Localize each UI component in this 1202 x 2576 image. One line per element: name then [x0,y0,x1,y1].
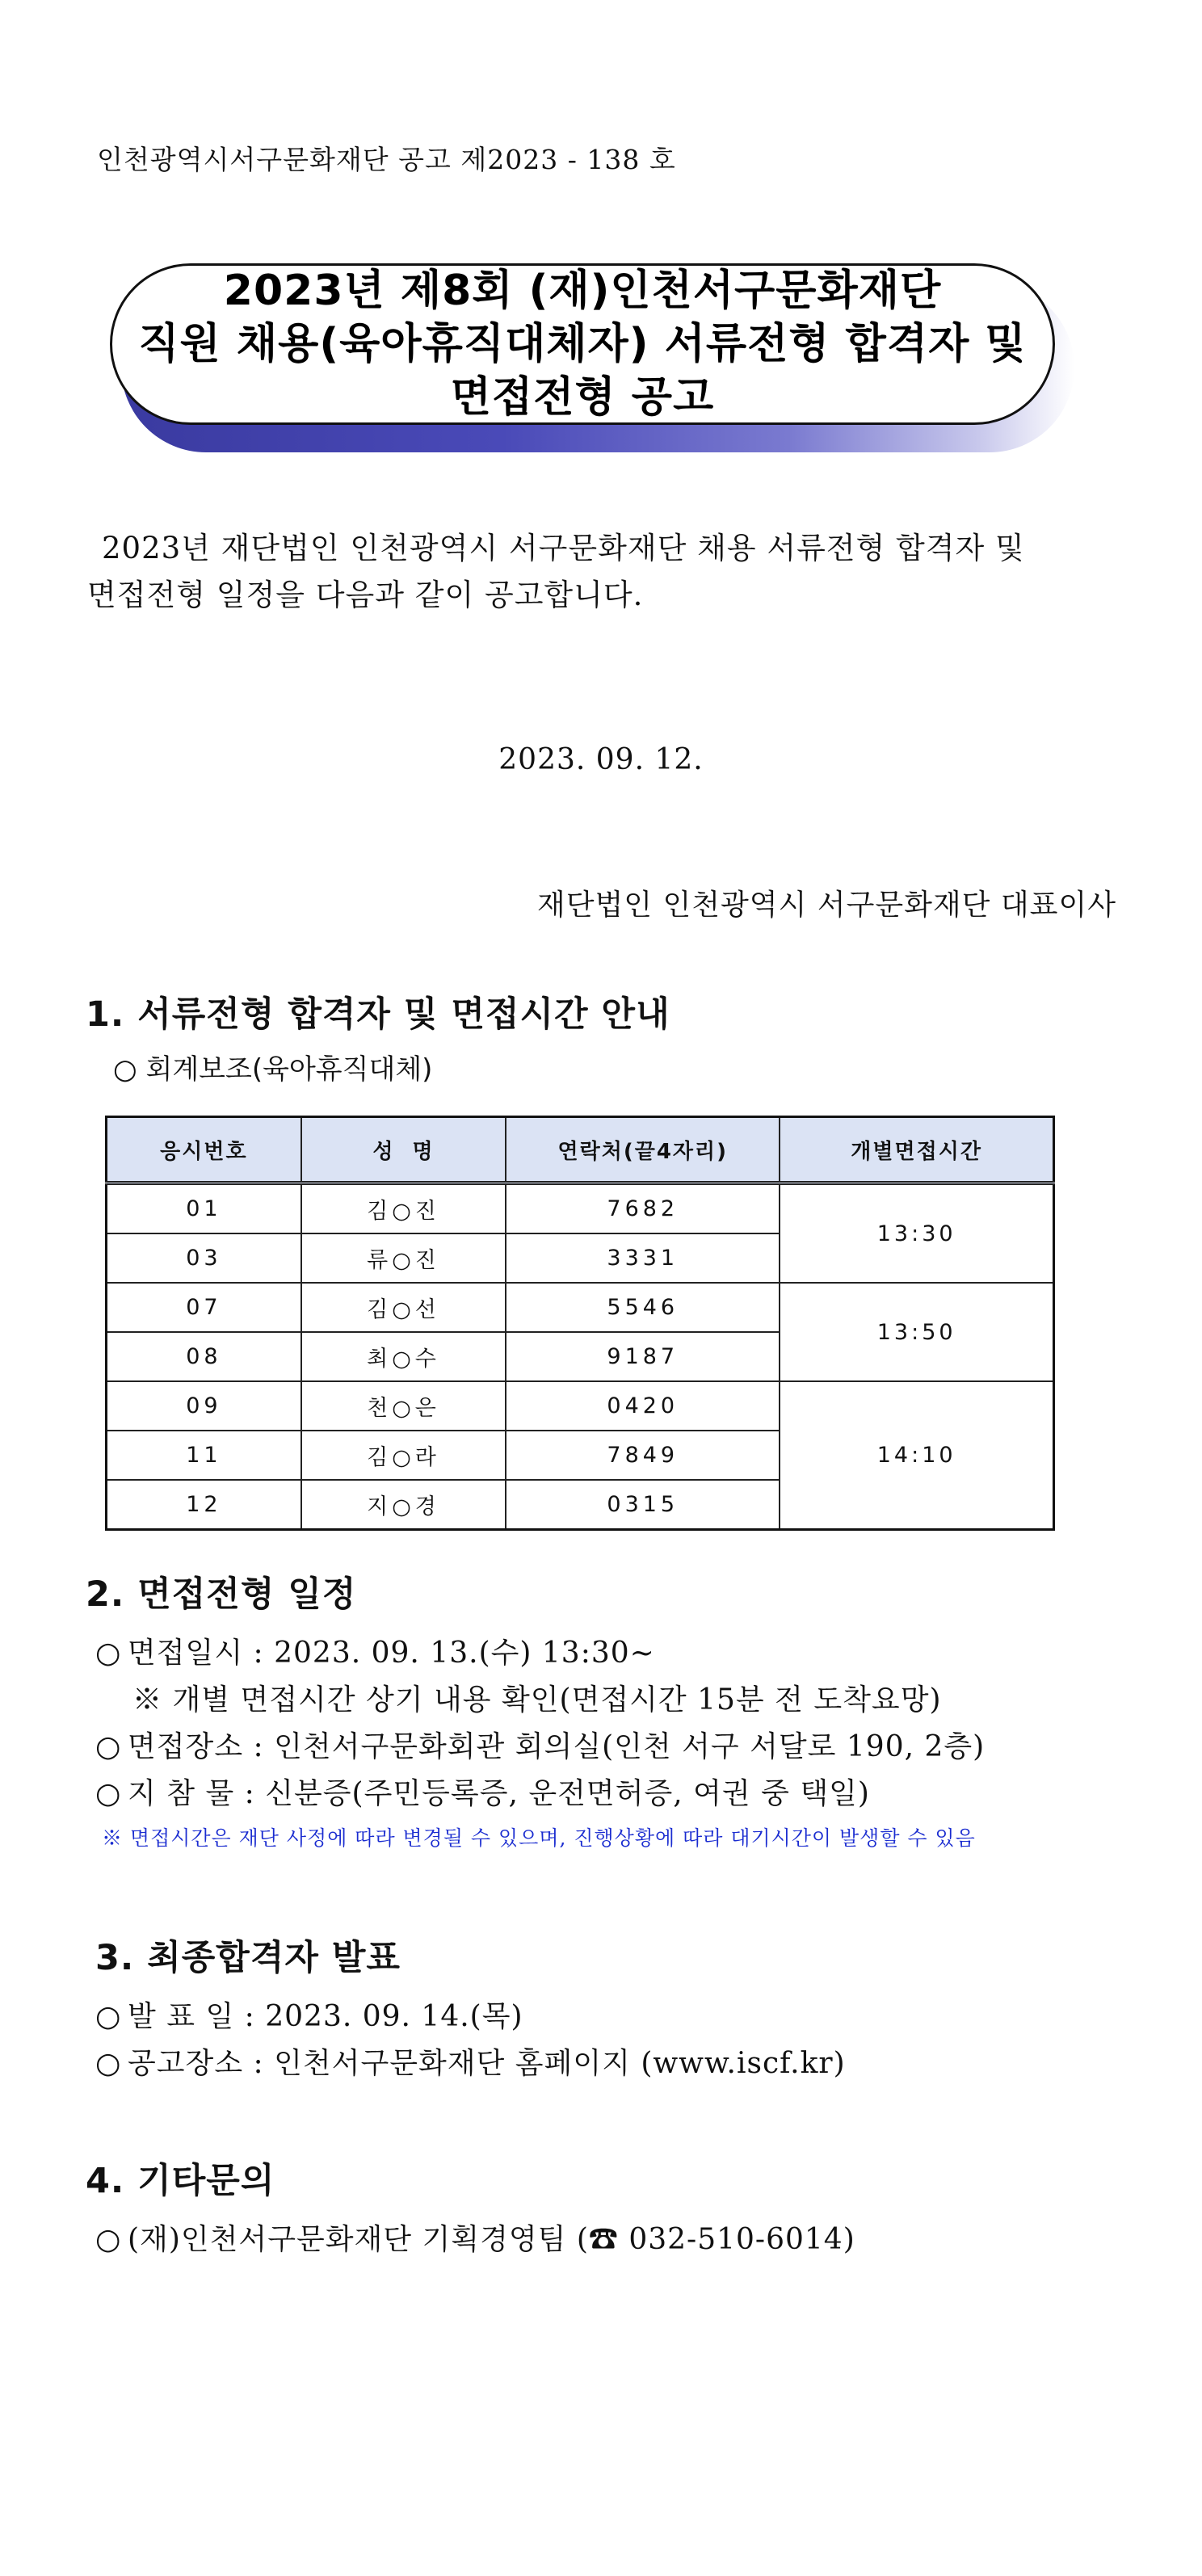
applicant-no: 03 [107,1233,301,1283]
table-header-row [107,1117,1054,1183]
applicant-no: 11 [107,1431,301,1480]
applicant-no: 08 [107,1332,301,1381]
bullet-icon: ○ [95,1637,122,1670]
intro-line-1: 2023년 재단법인 인천광역시 서구문화재단 채용 서류전형 합격자 및 [102,531,1025,565]
intro-paragraph [87,525,1121,619]
interview-datetime-text: 면접일시 : 2023. 09. 13.(수) 13:30~ [128,1637,655,1670]
notice-date: 2023. 09. 12. [498,743,704,776]
applicant-no: 01 [107,1183,301,1234]
intro-line-2: 면접전형 일정을 다음과 같이 공고합니다. [87,578,644,612]
interview-time-note: ※ 개별 면접시간 상기 내용 확인(면접시간 15분 전 도착요망) [132,1683,942,1717]
signer: 재단법인 인천광역시 서구문화재단 대표이사 [536,889,1116,922]
header-applicant-no: 응시번호 [107,1117,301,1183]
announcement-place-text: 공고장소 : 인천서구문화재단 홈페이지 (www.iscf.kr) [128,2047,846,2080]
bullet-icon: ○ [95,2000,122,2033]
applicant-name: 류○진 [301,1233,506,1283]
interview-location-text: 면접장소 : 인천서구문화회관 회의실(인천 서구 서달로 190, 2층) [128,1730,986,1763]
applicant-name: 김○진 [301,1183,506,1234]
applicant-table [105,1116,1055,1531]
section-4-title: 4. 기타문의 [86,2161,275,2201]
bullet-icon: ○ [95,2223,122,2256]
applicant-name: 지○경 [301,1480,506,1530]
table-row [107,1283,1054,1332]
applicant-no: 09 [107,1381,301,1431]
applicant-name: 최○수 [301,1332,506,1381]
notice-number: 인천광역시서구문화재단 공고 제2023 - 138 호 [97,144,676,175]
interview-time: 13:50 [780,1283,1053,1381]
title-line-1: 2023년 제8회 (재)인천서구문화재단 [223,267,942,315]
applicant-no: 07 [107,1283,301,1332]
schedule-change-note: ※ 면접시간은 재단 사정에 따라 변경될 수 있으며, 진행상황에 따라 대기시간이 발생할 수 있음 [102,1826,976,1850]
header-name: 성 명 [301,1117,506,1183]
table-row [107,1381,1054,1431]
contact-info-text: (재)인천서구문화재단 기획경영팀 (☎ 032-510-6014) [128,2223,855,2256]
table-row [107,1183,1054,1234]
header-interview-time: 개별면접시간 [780,1117,1053,1183]
section-1-subtitle: ○ 회계보조(육아휴직대체) [113,1053,433,1086]
interview-time: 14:10 [780,1381,1053,1530]
section-3-title: 3. 최종합격자 발표 [95,1938,401,1978]
items-to-bring [95,1771,870,1812]
section-1-title: 1. 서류전형 합격자 및 면접시간 안내 [86,994,670,1035]
items-to-bring-text: 지 참 물 : 신분증(주민등록증, 운전면허증, 여권 중 택일) [128,1777,870,1810]
announcement-place [95,2040,846,2082]
bullet-icon: ○ [95,1777,122,1810]
title-line-3: 면접전형 공고 [450,373,715,422]
interview-time: 13:30 [780,1183,1053,1284]
applicant-name: 김○라 [301,1431,506,1480]
section-2-title: 2. 면접전형 일정 [86,1574,357,1615]
applicant-phone: 0420 [506,1381,780,1431]
contact-info [95,2217,855,2258]
applicant-phone: 7849 [506,1431,780,1480]
applicant-phone: 3331 [506,1233,780,1283]
title-banner [110,263,1055,425]
applicant-name: 천○은 [301,1381,506,1431]
applicant-phone: 9187 [506,1332,780,1381]
applicant-phone: 5546 [506,1283,780,1332]
bullet-icon: ○ [95,1730,122,1763]
announcement-date [95,1994,523,2035]
interview-datetime [95,1630,655,1671]
title-line-2: 직원 채용(육아휴직대체자) 서류전형 합격자 및 [138,320,1027,368]
applicant-phone: 7682 [506,1183,780,1234]
interview-location [95,1724,985,1765]
applicant-phone: 0315 [506,1480,780,1530]
applicant-name: 김○선 [301,1283,506,1332]
bullet-icon: ○ [95,2047,122,2080]
applicant-no: 12 [107,1480,301,1530]
announcement-date-text: 발 표 일 : 2023. 09. 14.(목) [128,2000,523,2033]
header-phone: 연락처(끝4자리) [506,1117,780,1183]
